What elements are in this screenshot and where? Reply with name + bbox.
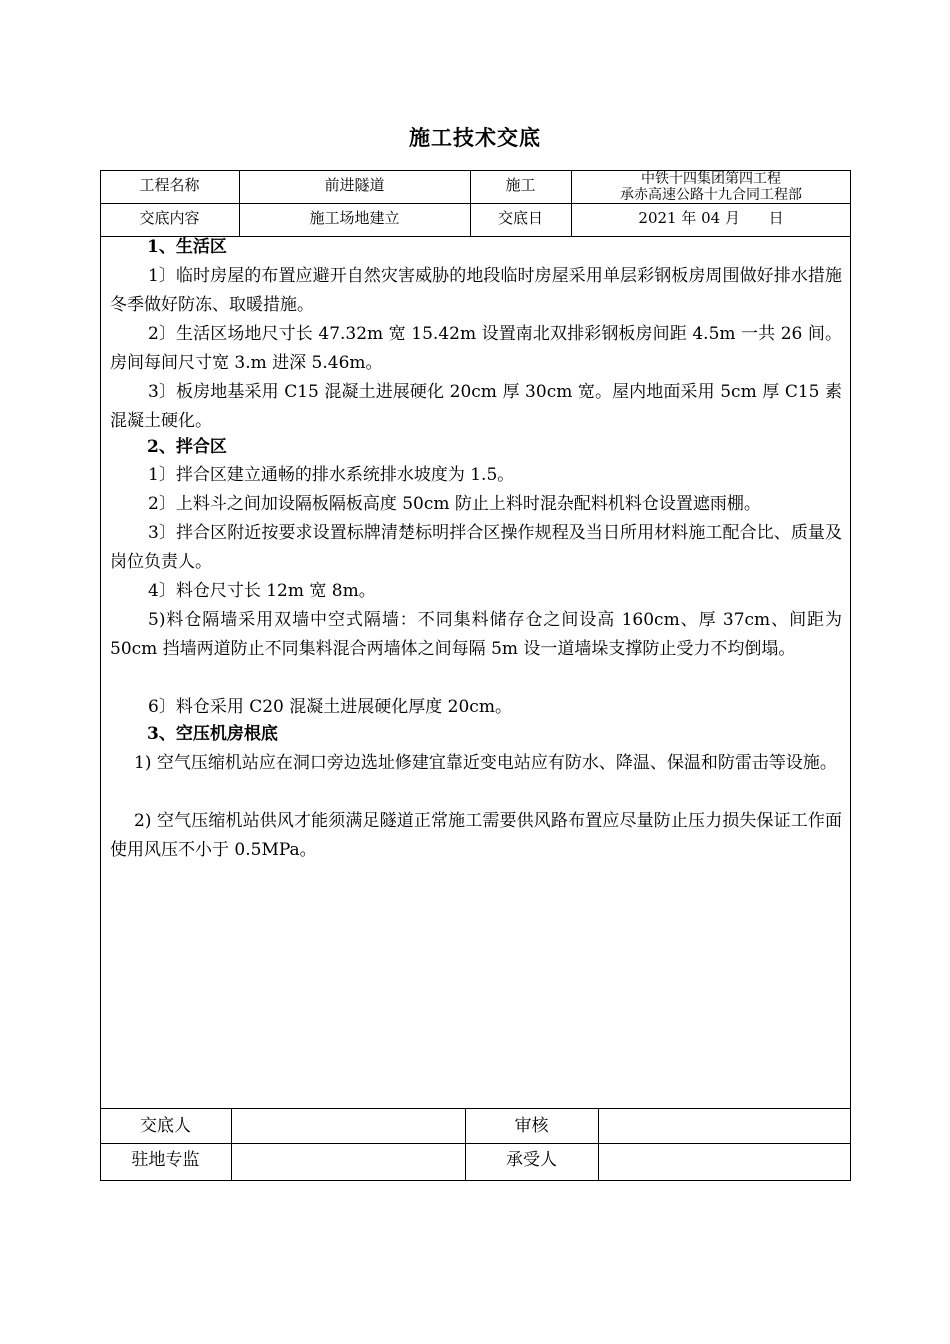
section-heading-1: 1、生活区 [147, 237, 227, 257]
section-heading-2: 2、拌合区 [147, 437, 227, 457]
content-area [100, 236, 850, 1108]
paragraph: 6〕料仓采用 C20 混凝土进展硬化厚度 20cm。 [148, 697, 512, 717]
receiver-label: 承受人 [506, 1150, 557, 1170]
presenter-signature-field[interactable] [231, 1108, 465, 1143]
receiver-signature-field[interactable] [598, 1143, 851, 1181]
paragraph: 4〕料仓尺寸长 12m 宽 8m。 [148, 581, 376, 601]
header-row-divider [100, 203, 851, 204]
paragraph: 1〕临时房屋的布置应避开自然灾害威胁的地段临时房屋采用单层彩钢板房周围做好排水措施冬季做好防冻、取暖措施。 [110, 266, 842, 315]
project-name-label: 工程名称 [139, 176, 200, 194]
date-value: 2021 年 04 月 日 [638, 209, 784, 227]
paragraph: 1) 空气压缩机站应在洞口旁边选址修建宜靠近变电站应有防水、降温、保温和防雷击等设施。 [134, 753, 837, 773]
supervisor-label: 驻地专监 [131, 1150, 200, 1170]
content-label: 交底内容 [139, 209, 200, 227]
paragraph: 2〕上料斗之间加设隔板隔板高度 50cm 防止上料时混杂配料机料仓设置遮雨棚。 [148, 494, 761, 514]
supervisor-signature-field[interactable] [231, 1143, 465, 1181]
section-heading-3: 3、空压机房根底 [147, 724, 278, 744]
paragraph: 3〕板房地基采用 C15 混凝土进展硬化 20cm 厚 30cm 宽。屋内地面采用 5cm 厚 C15 素混凝土硬化。 [110, 382, 842, 431]
company-line-1: 中铁十四集团第四工程 [641, 171, 781, 187]
review-signature-field[interactable] [598, 1108, 851, 1143]
presenter-label: 交底人 [140, 1116, 191, 1136]
content-value: 施工场地建立 [309, 209, 400, 227]
paragraph: 2) 空气压缩机站供风才能须满足隧道正常施工需要供风路布置应尽量防止压力损失保证工作面使用风压不小于 0.5MPa。 [110, 811, 842, 860]
review-label: 审核 [514, 1116, 549, 1136]
project-name-value: 前进隧道 [324, 176, 385, 194]
paragraph: 2〕生活区场地尺寸长 47.32m 宽 15.42m 设置南北双排彩钢板房间距 4.5m 一共 26 间。房间每间尺寸宽 3.m 进深 5.46m。 [110, 324, 842, 373]
paragraph: 5)料仓隔墙采用双墙中空式隔墙：不同集料储存仓之间设高 160cm、厚 37cm、间距为 50cm 挡墙两道防止不同集料混合两墙体之间每隔 5m 设一道墙垛支撑防止受力不均倒塌。 [110, 610, 842, 659]
company-line-2: 承赤高速公路十九合同工程部 [620, 187, 802, 203]
date-label: 交底日 [497, 209, 543, 227]
document-title: 施工技术交底 [409, 125, 541, 150]
construction-label: 施工 [505, 176, 536, 194]
paragraph: 3〕拌合区附近按要求设置标牌清楚标明拌合区操作规程及当日所用材料施工配合比、质量及岗位负责人。 [110, 523, 842, 572]
paragraph: 1〕拌合区建立通畅的排水系统排水坡度为 1.5。 [148, 465, 515, 485]
